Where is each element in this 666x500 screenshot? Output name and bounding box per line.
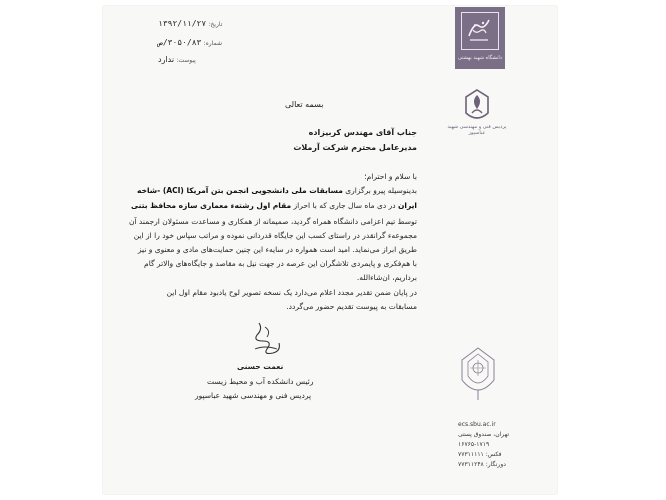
footer-address: تهران، صندوق پستی [458, 431, 510, 438]
footer-phone: دورنگار: ۷۷۳۱۱۲۴۸ [458, 461, 506, 468]
attachment-value: ندارد [158, 55, 175, 64]
emblem-caption: پردیس فنی و مهندسی شهید عباسپور [447, 124, 507, 136]
body-line-text: در دی ماه سال جاری که با احراز [291, 201, 398, 210]
body-line: در پایان ضمن تقدیر مجدد اعلام می‌دارد یک نسخه تصویر لوح یادبود مقام اول این [166, 288, 417, 297]
body-line-text: بدینوسیله پیرو برگزاری [342, 186, 417, 195]
faculty-emblem-icon [464, 89, 490, 123]
attachment-row [158, 55, 196, 64]
signature-scribble [249, 319, 289, 359]
body-line: طریق ابراز می‌نماید. امید است همواره در سایهء این چنین حمایت‌های مادی و معنوی و نیز [137, 245, 417, 254]
body-line [131, 201, 417, 210]
body-line: با هم‌فکری و پایمردی تلاشگران این عرصه در جهت نیل به مقاصد و جایگاه‌های والاتر گام [144, 259, 417, 268]
footer-website: ecs.sbu.ac.ir [458, 421, 496, 428]
footer-po-box: ۱۶۷۶۵-۱۷۱۹ [458, 441, 490, 448]
body-line-bold: ایران [397, 201, 417, 210]
signatory-institution: پردیس فنی و مهندسی شهید عباسپور [195, 391, 312, 400]
signatory-title: رئیس دانشکده آب و محیط زیست [207, 377, 314, 386]
body-line: مسابقات به پیوست تقدیم حضور می‌گردد. [286, 302, 417, 311]
addressee-line1: جناب آقای مهندس کربیزاده [308, 128, 417, 137]
date-label: تاریخ: [208, 21, 223, 28]
letter-page [103, 6, 557, 494]
attachment-label: پیوست: [176, 57, 196, 64]
body-line [137, 186, 417, 195]
greeting: با سلام و احترام؛ [364, 172, 417, 181]
body-line: برداریم، ان‌شاءالله. [356, 273, 417, 282]
university-logo [455, 7, 505, 69]
footer-fax: فکس: ۷۷۳۱۱۱۱۱ [458, 451, 502, 458]
number-row [158, 38, 222, 47]
body-line: مجموعهء گرانقدر در راستای کسب این جایگاه قدردانی نموده و مراتب سپاس خود را از این [133, 231, 417, 240]
body-line-bold: مسابقات ملی دانشجویی انجمن بتن آمریکا (ACI) -شاخه [137, 186, 343, 195]
logo-caption: دانشگاه شهید بهشتی [457, 55, 502, 61]
number-label: شماره: [203, 40, 222, 47]
calligraphy-logo-icon [464, 14, 494, 44]
date-row [158, 19, 222, 28]
ornament-icon [458, 346, 498, 402]
date-value: ۱۳۹۲/۱۱/۲۷ [158, 19, 207, 28]
salutation: بسمه تعالی [285, 100, 324, 109]
body-line-bold: مقام اول رشتهء معماری سازه محافظ بتنی [131, 201, 292, 210]
number-value: ۳۰۵۰/۸۳/ص [158, 38, 202, 47]
body-line: توسط تیم اعزامی دانشگاه همراه گردید، صمیمانه از همکاری و مساعدت مسئولان ارجمند آن [128, 217, 417, 226]
signatory-name: نعمت حسنی [237, 362, 284, 371]
addressee-line2: مدیرعامل محترم شرکت آرملات [293, 143, 417, 152]
